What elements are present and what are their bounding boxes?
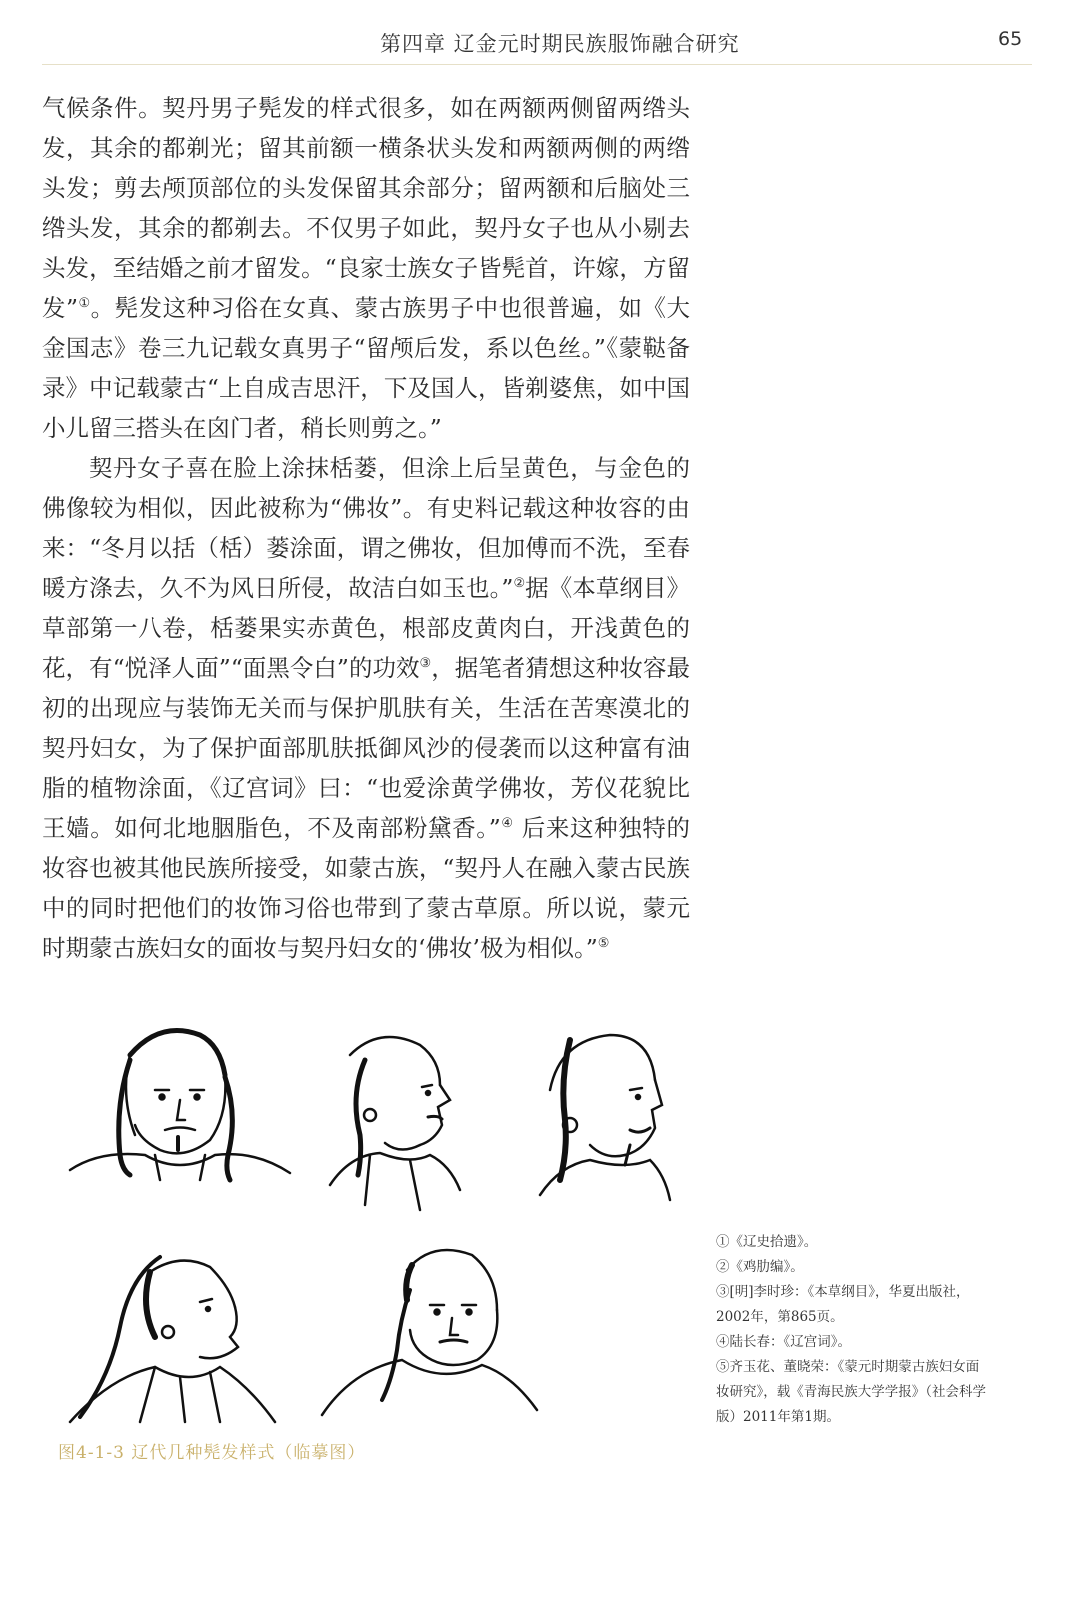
figure-caption: 图4-1-3 辽代几种髡发样式（临摹图） bbox=[58, 1443, 366, 1463]
paragraph-2-part-a: 契丹女子喜在脸上涂抹栝蒌，但涂上后呈黄色，与金色的佛像较为相似，因此被称为“佛妆”。有史料记载这种妆容的由来：“冬月以括（栝）蒌涂面，谓之佛妆，但加傅而不洗，至春暖方涤去，久不为风日所侵，故洁白如玉也。” bbox=[42, 454, 690, 602]
header-rule bbox=[42, 64, 1032, 65]
illustration-topknot-man bbox=[312, 1240, 542, 1420]
page-header bbox=[0, 28, 1080, 58]
illustration-upward-man bbox=[60, 1247, 280, 1427]
body-text bbox=[42, 88, 690, 968]
footnote-ref-1[interactable]: ① bbox=[78, 296, 91, 312]
footnote-ref-5[interactable]: ⑤ bbox=[597, 936, 610, 952]
illustration-profile-man-1 bbox=[310, 1015, 470, 1215]
footnote-1: ①《辽史拾遗》。 bbox=[716, 1234, 818, 1250]
footnote-5: ⑤齐玉花、董晓荣：《蒙元时期蒙古族妇女面妆研究》，载《青海民族大学学报》（社会科学版）2011年第1期。 bbox=[716, 1359, 986, 1425]
illustration-front-man bbox=[60, 1015, 300, 1185]
footnote-3: ③[明]李时珍：《本草纲目》，华夏出版社，2002年，第865页。 bbox=[716, 1284, 970, 1325]
paragraph-1-tail: 。髡发这种习俗在女真、蒙古族男子中也很普遍，如《大金国志》卷三九记载女真男子“留颅后发，系以色丝。”《蒙鞑备录》中记载蒙古“上自成吉思汗，下及国人，皆剃婆焦，如中国小儿留三搭头在囟门者，稍长则剪之。” bbox=[42, 294, 691, 442]
footnote-ref-2[interactable]: ② bbox=[513, 576, 526, 592]
footnote-4: ④陆长春：《辽宫词》。 bbox=[716, 1334, 851, 1350]
footnotes bbox=[716, 1230, 986, 1430]
paragraph-2-part-c: ，据笔者猜想这种妆容最初的出现应与装饰无关而与保护肌肤有关，生活在苦寒漠北的契丹妇女，为了保护面部肌肤抵御风沙的侵袭而以这种富有油脂的植物涂面，《辽宫词》曰：“也爱涂黄学佛妆，芳仪花貌比王嫱。如何北地胭脂色，不及南部粉黛香。” bbox=[42, 654, 690, 842]
paragraph-1 bbox=[42, 88, 690, 448]
illustration-profile-man-2 bbox=[530, 1020, 680, 1210]
page-number: 65 bbox=[998, 28, 1023, 50]
paragraph-2 bbox=[42, 448, 690, 968]
hairstyle-illustrations bbox=[40, 1015, 690, 1485]
chapter-title: 第四章 辽金元时期民族服饰融合研究 bbox=[380, 32, 740, 56]
footnote-2: ②《鸡肋编》。 bbox=[716, 1259, 804, 1275]
paragraph-2-part-b: 据《本草纲目》草部第一八卷，栝蒌果实赤黄色，根部皮黄肉白，开浅黄色的花，有“悦泽人面”“面黑令白”的功效 bbox=[42, 574, 691, 682]
paragraph-2-part-d: 后来这种独特的妆容也被其他民族所接受，如蒙古族，“契丹人在融入蒙古民族中的同时把他们的妆饰习俗也带到了蒙古草原。所以说，蒙元时期蒙古族妇女的面妆与契丹妇女的‘佛妆’极为相似。” bbox=[42, 814, 690, 962]
footnote-ref-3[interactable]: ③ bbox=[419, 656, 432, 672]
footnote-ref-4[interactable]: ④ bbox=[500, 816, 514, 832]
paragraph-1-text: 气候条件。契丹男子髡发的样式很多，如在两额两侧留两绺头发，其余的都剃光；留其前额一横条状头发和两额两侧的两绺头发；剪去颅顶部位的头发保留其余部分；留两额和后脑处三绺头发，其余的都剃去。不仅男子如此，契丹女子也从小剔去头发，至结婚之前才留发。“良家士族女子皆髡首，许嫁，方留发” bbox=[42, 94, 690, 322]
